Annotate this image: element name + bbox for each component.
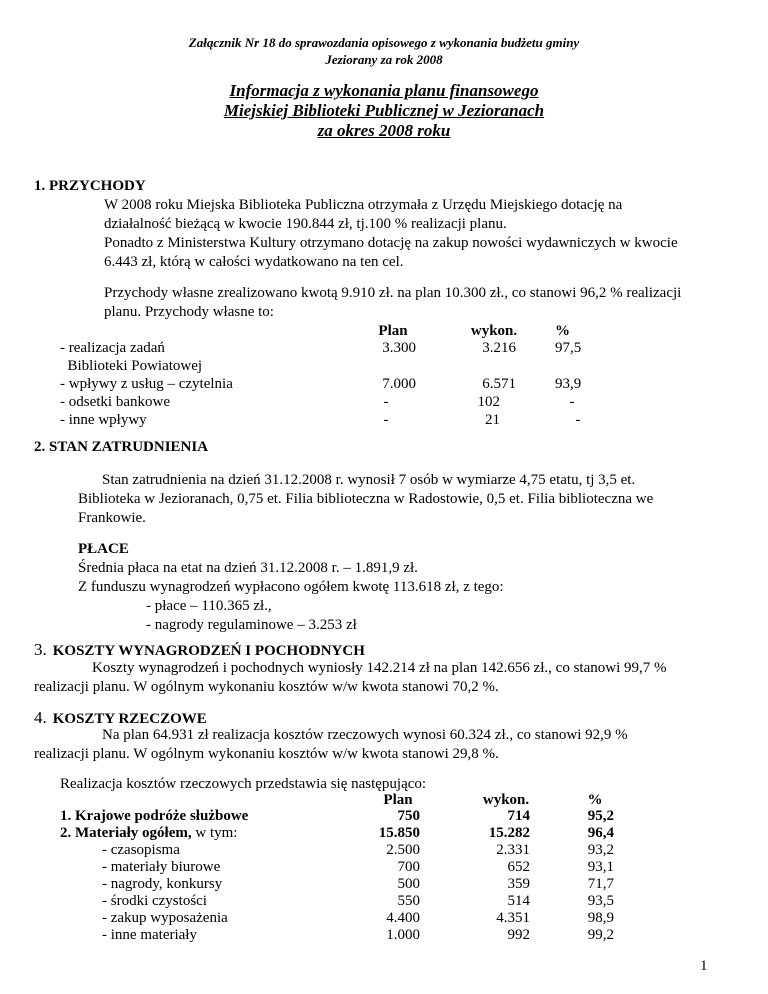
section3-p-line2: realizacji planu. W ogólnym wykonaniu kosztów w/w kwota stanowi 70,2 %. — [34, 679, 499, 695]
section4-title: KOSZTY RZECZOWE — [52, 711, 207, 727]
costs-row-wykon: 2.331 — [496, 842, 530, 858]
salary-average-line: Średnia płaca na etat na dzień 31.12.2008 r. – 1.891,9 zł. — [78, 560, 418, 576]
income-row-plan: - — [383, 394, 389, 410]
header-line-2: Jeziorany za rok 2008 — [325, 52, 443, 67]
costs-intro: Realizacja kosztów rzeczowych przedstawia się następująco: — [60, 776, 427, 792]
section1-p1-line3: Ponadto z Ministerstwa Kultury otrzymano dotację na zakup nowości wydawniczych w kwocie — [104, 235, 678, 251]
costs-row-plan: 4.400 — [386, 910, 420, 926]
title-line-3: za okres 2008 roku — [317, 121, 451, 140]
income-row-wykon: 21 — [485, 412, 500, 428]
section1-p2-line1: Przychody własne zrealizowano kwotą 9.910 zł. na plan 10.300 zł., co stanowi 96,2 % realizacji — [104, 285, 682, 301]
costs-row-label-text: - środki czystości — [102, 893, 207, 909]
costs-row-pct: 99,2 — [587, 927, 614, 943]
section4-number: 4. — [34, 708, 47, 727]
income-row-wykon: 6.571 — [482, 376, 516, 392]
income-row-label: - inne wpływy — [60, 412, 147, 428]
costs-row-wykon: 652 — [507, 859, 530, 875]
income-row-pct: 93,9 — [555, 376, 582, 392]
income-row-plan: 3.300 — [382, 340, 416, 356]
section2-p1-line1: Stan zatrudnienia na dzień 31.12.2008 r. wynosił 7 osób w wymiarze 4,75 etatu, tj 3,5 et. — [102, 472, 636, 488]
income-row-label: - odsetki bankowe — [60, 394, 170, 410]
salary-item: - nagrody regulaminowe – 3.253 zł — [146, 617, 357, 633]
section1-p1-line4: 6.443 zł, którą w całości wydatkowano na ten cel. — [104, 254, 404, 270]
costs-row-plan: 1.000 — [386, 927, 420, 943]
income-row-wykon: 3.216 — [482, 340, 516, 356]
income-col-pct: % — [555, 323, 570, 339]
income-row-wykon: 102 — [477, 394, 500, 410]
section1-p1-line1: W 2008 roku Miejska Biblioteka Publiczna otrzymała z Urzędu Miejskiego dotację na — [104, 197, 623, 213]
page-number: 1 — [700, 958, 708, 974]
costs-row-plan: 750 — [397, 808, 420, 824]
costs-row-label-text: - zakup wyposażenia — [102, 910, 228, 926]
costs-row-plan: 700 — [397, 859, 420, 875]
costs-row-wykon: 4.351 — [496, 910, 530, 926]
costs-row-pct: 98,9 — [587, 910, 614, 926]
costs-row-label-text: - inne materiały — [102, 927, 197, 943]
costs-row-wykon: 15.282 — [488, 825, 530, 841]
costs-row-label — [102, 926, 197, 945]
income-row-label: - realizacja zadań — [60, 340, 165, 356]
section2-p1-line3: Frankowie. — [78, 510, 146, 526]
costs-col-wykon: wykon. — [482, 792, 530, 808]
costs-row-wykon: 359 — [507, 876, 530, 892]
costs-row-pct: 95,2 — [587, 808, 614, 824]
costs-row-label-text: - materiały biurowe — [102, 859, 221, 875]
income-row-pct: - — [575, 412, 581, 428]
costs-col-pct: % — [587, 792, 603, 808]
costs-row-plan: 15.850 — [378, 825, 420, 841]
costs-row-pct: 93,2 — [587, 842, 614, 858]
costs-col-plan: Plan — [383, 792, 413, 808]
income-row-plan: - — [383, 412, 389, 428]
salary-heading: PŁACE — [78, 541, 129, 557]
costs-row-label-text: 2. Materiały ogółem, — [60, 825, 192, 841]
section1-heading: 1. PRZYCHODY — [34, 178, 146, 194]
costs-row-pct: 96,4 — [587, 825, 614, 841]
section4-p-line1: Na plan 64.931 zł realizacja kosztów rzeczowych wynosi 60.324 zł., co stanowi 92,9 % — [102, 727, 628, 743]
section3-heading — [34, 640, 365, 661]
costs-row-label-text: 1. Krajowe podróże służbowe — [60, 808, 249, 824]
title-line-2: Miejskiej Biblioteki Publicznej w Jezioranach — [223, 101, 545, 120]
section1-p1-line2: działalność bieżącą w kwocie 190.844 zł, tj.100 % realizacji planu. — [104, 216, 507, 232]
costs-row-pct: 93,5 — [587, 893, 614, 909]
income-col-plan: Plan — [378, 323, 408, 339]
costs-row-label-text: - czasopisma — [102, 842, 180, 858]
costs-row-plan: 2.500 — [386, 842, 420, 858]
costs-row-plan: 500 — [397, 876, 420, 892]
costs-row-label-suffix: w tym: — [191, 825, 238, 841]
salary-fund-line: Z funduszu wynagrodzeń wypłacono ogółem kwotę 113.618 zł, z tego: — [78, 579, 504, 595]
costs-row-pct: 71,7 — [587, 876, 614, 892]
income-row-pct: - — [569, 394, 575, 410]
costs-row-wykon: 992 — [507, 927, 530, 943]
section3-number: 3. — [34, 640, 47, 659]
costs-row-wykon: 714 — [507, 808, 530, 824]
salary-item: - płace – 110.365 zł., — [146, 598, 272, 614]
costs-row-pct: 93,1 — [587, 859, 614, 875]
section1-p2-line2: planu. Przychody własne to: — [104, 304, 274, 320]
income-row-label: - wpływy z usług – czytelnia — [60, 376, 233, 392]
income-row-pct: 97,5 — [555, 340, 582, 356]
section4-p-line2: realizacji planu. W ogólnym wykonaniu kosztów w/w kwota stanowi 29,8 %. — [34, 746, 499, 762]
section2-heading: 2. STAN ZATRUDNIENIA — [34, 439, 209, 455]
income-col-wykon: wykon. — [470, 323, 518, 339]
title-line-1: Informacja z wykonania planu finansowego — [229, 81, 539, 100]
costs-row-label-text: - nagrody, konkursy — [102, 876, 223, 892]
section3-p-line1: Koszty wynagrodzeń i pochodnych wyniosły 142.214 zł na plan 142.656 zł., co stanowi 99,7 % — [92, 660, 667, 676]
section2-p1-line2: Biblioteka w Jezioranach, 0,75 et. Filia biblioteczna w Radostowie, 0,5 et. Filia biblioteczna we — [78, 491, 654, 507]
costs-row-plan: 550 — [397, 893, 420, 909]
income-row-label: Biblioteki Powiatowej — [60, 358, 203, 374]
header-line-1: Załącznik Nr 18 do sprawozdania opisowego z wykonania budżetu gminy — [188, 35, 580, 50]
income-row-plan: 7.000 — [382, 376, 416, 392]
costs-row-wykon: 514 — [507, 893, 530, 909]
section3-title: KOSZTY WYNAGRODZEŃ I POCHODNYCH — [52, 643, 365, 659]
